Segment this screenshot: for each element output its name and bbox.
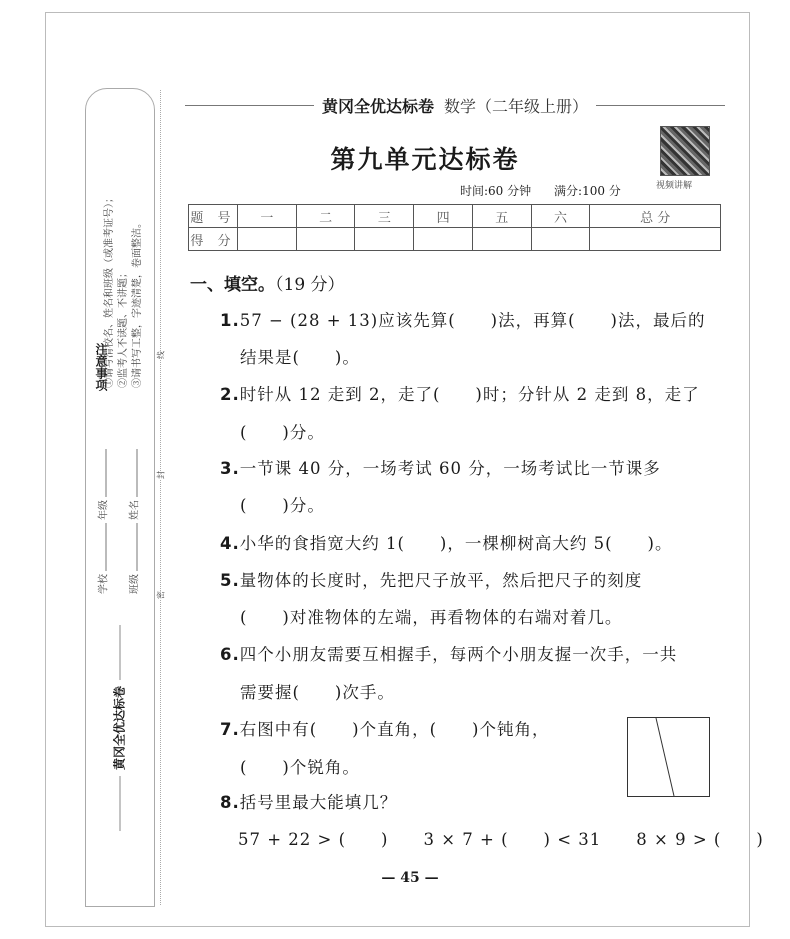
question-5-cont: ( )对准物体的左端，再看物体的右端对着几。 [240,608,623,627]
question-1-cont: 结果是( )。 [240,348,360,367]
qr-label: 视频讲解 [656,181,693,191]
page-title: 第九单元达标卷 [330,145,520,174]
table-header-cell: 五 [472,205,531,228]
section-title: 一、填空。 [190,275,275,295]
question-7 [220,716,550,740]
score-cell[interactable] [531,228,590,251]
question-number: 4. [220,534,240,553]
score-cell[interactable] [414,228,473,251]
exam-meta [460,182,621,199]
score-cell[interactable] [296,228,355,251]
score-table [188,204,721,251]
question-number: 8. [220,793,240,812]
question-5 [220,567,642,591]
question-6 [220,641,677,665]
section-points: （19 分） [275,275,345,295]
school-field[interactable] [106,523,107,571]
class-field[interactable] [137,523,138,571]
sidebar-brand-text: 黄冈全优达标卷 [112,685,127,771]
question-text: 小华的食指宽大约 1( )，一棵柳树高大约 5( )。 [239,534,673,553]
name-label: 姓名 [129,500,141,520]
question-number: 7. [220,720,240,739]
score-cell[interactable] [472,228,531,251]
school-label: 学校 [98,574,110,594]
question-3-cont: ( )分。 [240,496,325,515]
score-cell[interactable] [238,228,297,251]
question-text: 右图中有( )个直角，( )个钝角， [239,720,550,739]
grade-field[interactable] [106,449,107,497]
question-text: 57 − (28 + 13)应该先算( )法，再算( )法，最后的 [239,311,706,330]
table-row [189,205,721,228]
sidebar-brand [111,619,128,837]
page-number: — 45 — [381,870,439,886]
time-limit: 时间:60 分钟 [460,184,532,198]
question-number: 2. [220,385,240,404]
question-2-cont: ( )分。 [240,423,325,442]
school-grade-fields [95,446,110,594]
question-3 [220,455,661,479]
table-header-cell: 总 分 [590,205,721,228]
question-number: 5. [220,571,240,590]
question-1 [220,307,706,331]
question-number: 3. [220,459,240,478]
attention-label: 注意事项 [94,343,108,391]
qr-code-icon[interactable] [660,126,710,176]
attention-notes [103,128,145,388]
question-4 [220,530,672,554]
question-7-cont: ( )个锐角。 [240,758,360,777]
seal-dotted-line [160,90,161,905]
table-header-cell: 三 [355,205,414,228]
table-header-cell: 四 [414,205,473,228]
table-row [189,228,721,251]
score-row-label: 得 分 [189,228,238,251]
question-number: 1. [220,311,240,330]
angle-figure [627,717,710,797]
seal-feng: 封 [156,471,166,479]
score-cell[interactable] [355,228,414,251]
score-cell[interactable] [590,228,721,251]
header-rule-right [596,105,725,106]
full-score: 满分:100 分 [554,184,621,198]
seal-xian: 线 [156,351,166,359]
header-subject: 数学（二年级上册） [444,96,589,116]
question-8-expressions: 57 + 22 > ( ) 3 × 7 + ( ) < 31 8 × 9 > ( ) [238,830,764,849]
grade-label: 年级 [98,500,110,520]
class-name-fields [126,446,141,594]
name-field[interactable] [137,449,138,497]
slanted-line-icon [628,718,709,796]
question-text: 括号里最大能填几？ [239,793,398,812]
table-header-cell: 六 [531,205,590,228]
question-text: 量物体的长度时，先把尺子放平，然后把尺子的刻度 [239,571,643,590]
question-text: 四个小朋友需要互相握手，每两个小朋友握一次手，一共 [239,645,678,664]
table-header-cell: 二 [296,205,355,228]
question-8 [220,789,397,813]
header-brand: 黄冈全优达标卷 [321,96,434,116]
question-2 [220,381,700,405]
class-label: 班级 [129,574,141,594]
question-text: 时针从 12 走到 2，走了( )时；分针从 2 走到 8，走了 [239,385,700,404]
question-6-cont: 需要握( )次手。 [240,683,395,702]
note-2: ②监考人不读题、不讲题； [118,268,129,388]
note-1: ①请写清校名、姓名和班级（或准考证号）； [104,193,115,388]
table-header-cell: 题 号 [189,205,238,228]
seal-mi: 密 [156,591,166,599]
question-number: 6. [220,645,240,664]
question-text: 一节课 40 分，一场考试 60 分，一场考试比一节课多 [239,459,661,478]
header-rule-left [185,105,314,106]
running-header [185,92,725,118]
note-3: ③请书写工整，字迹清楚，卷面整洁。 [132,218,143,388]
section-heading [190,270,345,295]
table-header-cell: 一 [238,205,297,228]
